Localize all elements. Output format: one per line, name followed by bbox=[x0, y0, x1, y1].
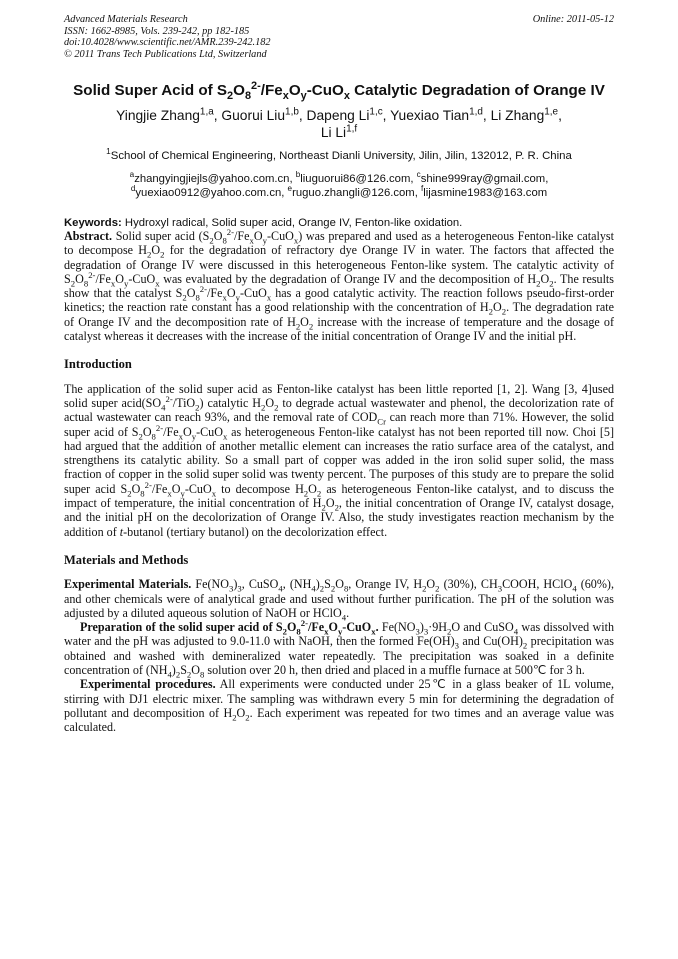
author-emails: $^a$zhangyingjiejls@yahoo.com.cn, $^b$liuguorui86@126.com, $^c$shine999ray@gmail.com, $^d$yuexiao0912@yahoo.com.cn, $^e$ruguo.zhangli@126.com, $^f$lijasmine1983@163.com bbox=[129, 170, 549, 199]
online-date: Online: 2011-05-12 bbox=[532, 14, 614, 25]
publication-info bbox=[64, 14, 271, 60]
procedures-paragraph: Experimental procedures. All experiments were conducted under 25℃ in a glass beaker of 1L volume, stirring with DJ1 electric mixer. The sampling was withdrawn every 5 min for determining the degradation of pollutant and decomposition of $H_2O_2$. Each experiment was repeated for two times and an average value was calculated. bbox=[64, 677, 614, 735]
author: Li Li bbox=[320, 125, 347, 140]
introduction-paragraph: The application of the solid super acid as Fenton-like catalyst has been little reported [1, 2]. Wang [3, 4]used solid super $acid(SO_4^{2-}/TiO_2)$ catalytic $H_2O_2$ to degrade actual wastewater and phenol, the decolorization rate of actual wastewater can reach 93%, and the removal rate of $COD_{Cr}$ can reach more than 71%. However, the solid super acid of $S_2O_8^{2-}/Fe_xO_y-CuO_x$ as heterogeneous Fenton-like catalyst has not been reported till now. Choi [5] had argued that the addition of another metallic element can increases the ratio surface area of the catalyst, and strengthens its catalytic ability. So a small part of copper was added in the iron solid super solid, the mass fraction of copper in the solid super solid was twenty percent. The purposes of this study are to prepare the solid super acid $S_2O_8^{2-}/Fe_xO_y-CuO_x$ to decompose $H_2O_2$ as heterogeneous Fenton-like catalyst, and to discuss the impact of temperature, the initial concentration of $H_2O_2$, the initial concentration of Orange IV, catalyst dosage, and the initial pH on the decolorization of Orange IV. Also, the study investigates reaction mechanism by the addition of t-butanol (tertiary butanol) on the decolorization effect. bbox=[64, 381, 615, 539]
email-link[interactable]: zhangyingjiejls@yahoo.com.cn bbox=[134, 173, 290, 185]
email-link[interactable]: yuexiao0912@yahoo.com.cn bbox=[135, 187, 282, 199]
paper-page bbox=[64, 14, 614, 735]
email-link[interactable]: liuguorui86@126.com bbox=[300, 173, 411, 185]
preparation-paragraph: Preparation of the solid super acid of $S_2O_8^{2-}/Fe_xO_y-CuO_x$. $Fe(NO_3)_3\cdot 9H_2O$ and CuSO$_4$ was dissolved with water and the pH was adjusted to 9.0-11.0 with NaOH, then the formed $Fe(OH)_3$ and $Cu(OH)_2$ precipitation was obtained and washed with demineralized water repeatedly. The precipitation was soaked in a definite concentration of $(NH_4)_2S_2O_8$ solution over 20 h, then dried and placed in a muffle furnace at 500℃ for 3 h. bbox=[64, 618, 614, 680]
copyright-line: © 2011 Trans Tech Publications Ltd, Switzerland bbox=[64, 48, 267, 60]
issn-line: ISSN: 1662-8985, Vols. 239-242, pp 182-185 bbox=[64, 25, 250, 37]
email-link[interactable]: lijasmine1983@163.com bbox=[423, 187, 548, 199]
doi-line[interactable]: doi:10.4028/www.scientific.net/AMR.239-242.182 bbox=[64, 37, 271, 48]
author: Yuexiao Tian bbox=[390, 108, 470, 123]
paper-title: Solid Super Acid of $S_2O_8^{2-}/Fe_xO_y-CuO_x$ Catalytic Degradation of Orange IV bbox=[73, 79, 605, 103]
keywords: Keywords: Hydroxyl radical, Solid super acid, Orange IV, Fenton-like oxidation. bbox=[64, 217, 463, 229]
author: Dapeng Li bbox=[306, 108, 370, 123]
affiliation: $^1$School of Chemical Engineering, Northeast Dianli University, Jilin, Jilin, 132012, P. R. China bbox=[106, 147, 572, 162]
journal-name: Advanced Materials Research bbox=[64, 14, 188, 25]
email-link[interactable]: ruguo.zhangli@126.com bbox=[292, 187, 415, 199]
running-header bbox=[64, 14, 614, 60]
materials-paragraph: Experimental Materials. $Fe(NO_3)_3$, CuSO$_4$, $(NH_4)_2S_2O_8$, Orange IV, $H_2O_2$ (30%), $CH_3COOH$, HClO$_4$ (60%), and other chemicals were of analytical grade and used without further purification. The pH of the solution was adjusted by a diluted aqueous solution of NaOH or HClO$_4$. bbox=[64, 577, 614, 623]
abstract: Abstract. Solid super acid $(S_2O_8^{2-}/Fe_xO_y-CuO_x)$ was prepared and used as a heterogeneous Fenton-like catalyst to decompose $H_2O_2$ for the degradation of refractory dye Orange IV in water. The factors that affected the degradation of Orange IV were discussed in this heterogeneous Fenton-like system. The catalytic activity of $S_2O_8^{2-}/Fe_xO_y-CuO_x$ was evaluated by the degradation of Orange IV and the decomposition of $H_2O_2$. The results show that the catalyst $S_2O_8^{2-}/Fe_xO_y-CuO_x$ has a good catalytic activity. The reaction follows pseudo-first-order kinetics; the reaction rate constant has a good relationship with the concentration of $H_2O_2$. The degradation rate of Orange IV and the decomposition rate of $H_2O_2$ increase with the increase of temperature and the dosage of catalyst whereas it decreases with the increase of the initial concentration of Orange IV and the initial pH. bbox=[64, 226, 615, 344]
email-link[interactable]: shine999ray@gmail.com bbox=[420, 173, 546, 185]
introduction-heading: Introduction bbox=[64, 357, 132, 372]
author: Yingjie Zhang bbox=[116, 108, 200, 123]
author: Guorui Liu bbox=[221, 108, 286, 123]
methods-heading: Materials and Methods bbox=[64, 552, 189, 567]
author: Li Zhang bbox=[490, 108, 545, 123]
author-list: Yingjie Zhang$^{1,a}$, Guorui Liu$^{1,b}$, Dapeng Li$^{1,c}$, Yuexiao Tian$^{1,d}$, Li Zhang$^{1,e}$, Li Li$^{1,f}$ bbox=[116, 106, 562, 140]
